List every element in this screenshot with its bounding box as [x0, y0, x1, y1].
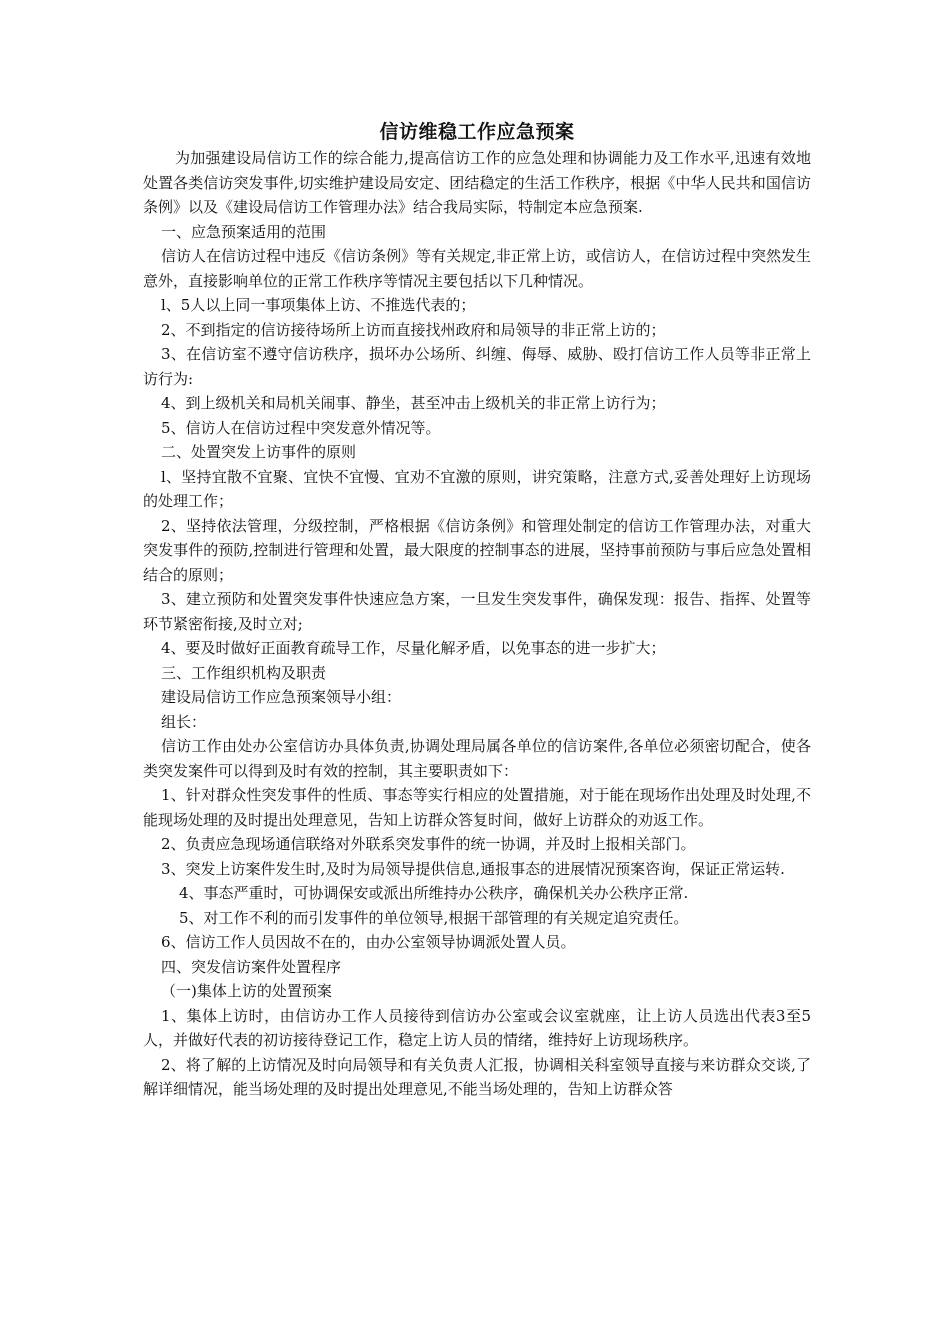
list-item: 6、信访工作人员因故不在的，由办公室领导协调派处置人员。 [161, 933, 576, 951]
list-item: 2、负责应急现场通信联络对外联系突发事件的统一协调，并及时上报相关部门。 [161, 835, 696, 853]
list-item: l、坚持宜散不宜聚、宜快不宜慢、宜劝不宜激的原则，讲究策略，注意方式,妥善处理好上访现场的处理工作； [143, 467, 811, 510]
paragraph: 信访工作由处办公室信访办具体负责,协调处理局属各单位的信访案件,各单位必须密切配合，使各类突发案件可以得到及时有效的控制，其主要职责如下： [143, 737, 811, 780]
document-title: 信访维稳工作应急预案 [379, 121, 575, 143]
section-heading-2: 二、处置突发上访事件的原则 [161, 443, 357, 461]
list-item: 5、信访人在信访过程中突发意外情况等。 [161, 418, 441, 437]
list-item: 4、到上级机关和局机关闹事、静坐，甚至冲击上级机关的非正常上访行为； [161, 394, 666, 412]
section-heading-1: 一、应急预案适用的范围 [161, 222, 327, 241]
intro-paragraph: 为加强建设局信访工作的综合能力,提高信访工作的应急处理和协调能力及工作水平,迅速有效地处置各类信访突发事件,切实维护建设局安定、团结稳定的生活工作秩序，根据《中华人民共和国信访条例》以及《建设局信访工作管理办法》结合我局实际，特制定本应急预案. [143, 149, 811, 216]
list-item: 3、建立预防和处置突发事件快速应急方案，一旦发生突发事件，确保发现：报告、指挥、处置等环节紧密衔接,及时立对; [143, 590, 811, 633]
list-item: l、5人以上同一事项集体上访、不推选代表的； [161, 296, 476, 314]
list-item: 4、要及时做好正面教育疏导工作，尽量化解矛盾，以免事态的进一步扩大； [161, 639, 666, 657]
subsection-heading: （一)集体上访的处置预案 [161, 982, 332, 1000]
list-item: 1、针对群众性突发事件的性质、事态等实行相应的处置措施，对于能在现场作出处理及时处理,不能现场处理的及时提出处理意见，告知上访群众答复时间，做好上访群众的劝返工作。 [143, 786, 811, 829]
section-heading-3: 三、工作组织机构及职责 [161, 663, 327, 682]
list-item: 5、对工作不利的而引发事件的单位领导,根据干部管理的有关规定追究责任。 [179, 908, 689, 927]
list-item: 1、集体上访时，由信访办工作人员接待到信访办公室或会议室就座，让上访人员选出代表3至5人，并做好代表的初访接待登记工作，稳定上访人员的情绪，维持好上访现场秩序。 [143, 1006, 811, 1049]
list-item: 3、突发上访案件发生时,及时为局领导提供信息,通报事态的进展情况预案咨询，保证正常运转. [161, 859, 785, 878]
list-item: 4、事态严重时，可协调保安或派出所维持办公秩序，确保机关办公秩序正常. [179, 884, 689, 902]
list-item: 2、不到指定的信访接待场所上访而直接找州政府和局领导的非正常上访的； [161, 320, 666, 339]
paragraph: 建设局信访工作应急预案领导小组： [161, 688, 402, 706]
document-page [143, 118, 811, 1102]
list-item: 2、坚持依法管理，分级控制，严格根据《信访条例》和管理处制定的信访工作管理办法，对重大突发事件的预防,控制进行管理和处置，最大限度的控制事态的进展，坚持事前预防与事后应急处置相结合的原则； [143, 516, 811, 584]
paragraph: 组长： [161, 712, 207, 731]
paragraph: 信访人在信访过程中违反《信访条例》等有关规定,非正常上访，或信访人，在信访过程中突然发生意外，直接影响单位的正常工作秩序等情况主要包括以下几种情况。 [143, 247, 811, 290]
list-item: 2、将了解的上访情况及时向局领导和有关负责人汇报，协调相关科室领导直接与来访群众交谈,了解详细情况，能当场处理的及时提出处理意见,不能当场处理的，告知上访群众答 [143, 1055, 811, 1098]
list-item: 3、在信访室不遵守信访秩序，损坏办公场所、纠缠、侮辱、威胁、殴打信访工作人员等非正常上访行为: [143, 345, 811, 388]
section-heading-4: 四、突发信访案件处置程序 [161, 957, 342, 976]
